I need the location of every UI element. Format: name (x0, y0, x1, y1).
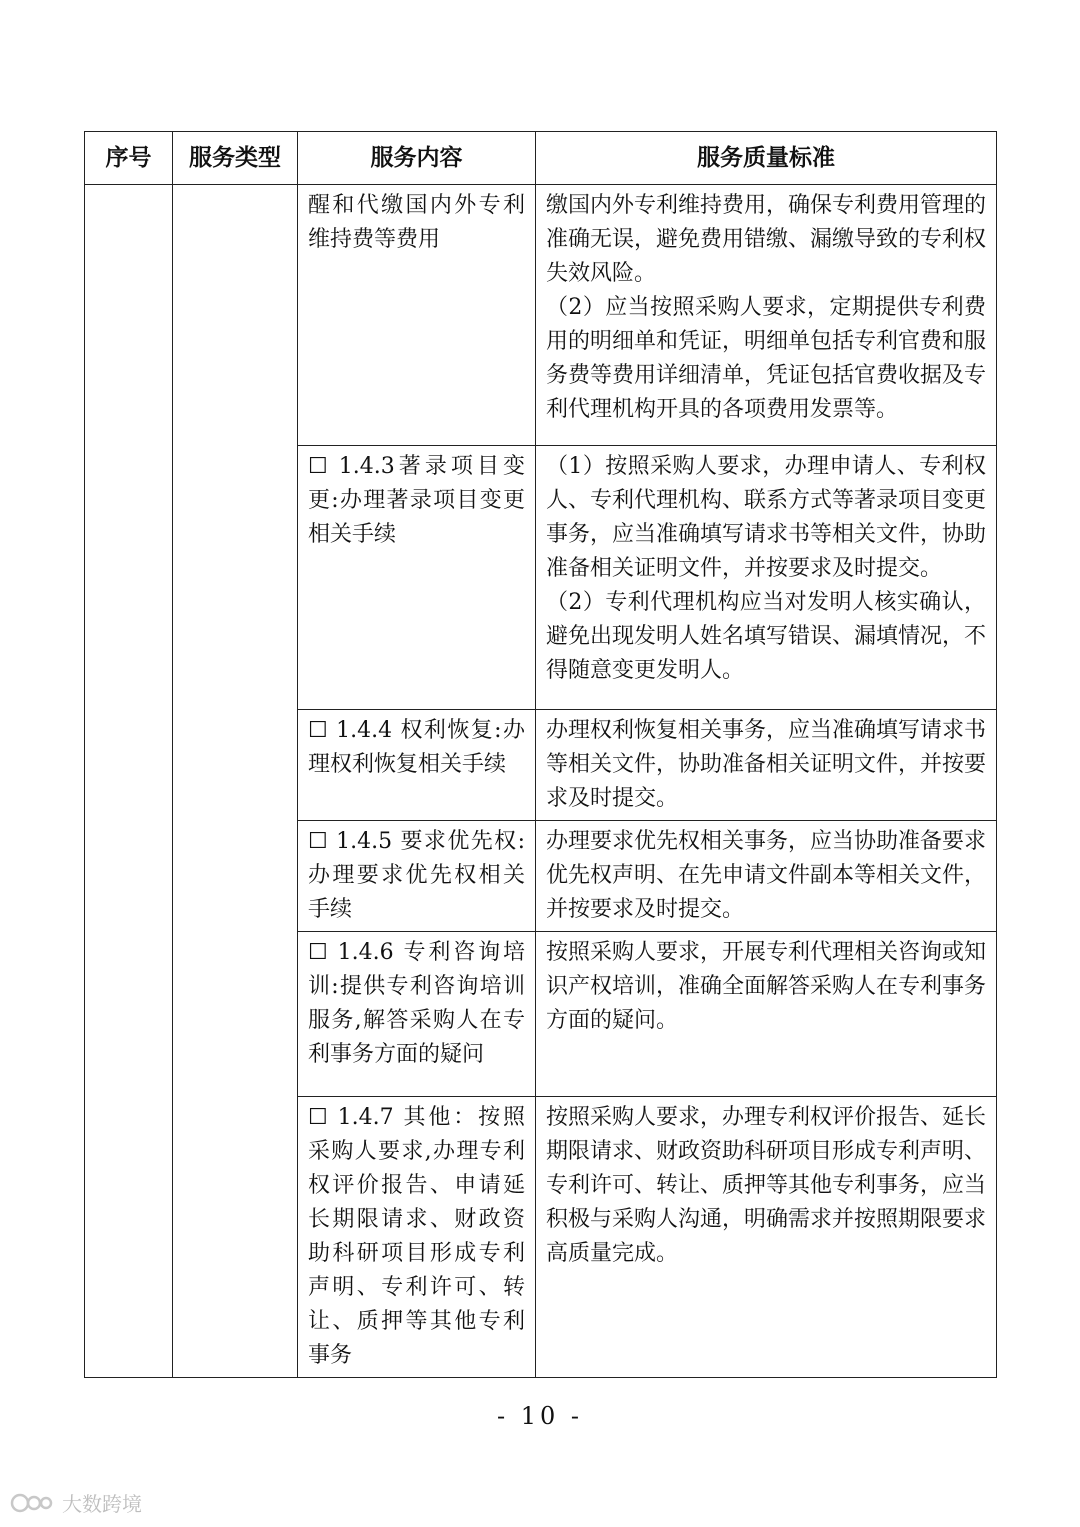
table-row (85, 185, 997, 446)
header-service-content: 服务内容 (298, 132, 536, 185)
quality-standard-cell (536, 1097, 997, 1378)
service-content-cell (298, 446, 536, 710)
serial-number-cell (85, 185, 173, 1378)
content-text: ☐ 1.4.3著录项目变更:办理著录项目变更相关手续 (308, 454, 525, 547)
quality-standard-cell (536, 932, 997, 1097)
standard-text: （2）应当按照采购人要求，定期提供专利费用的明细单和凭证，明细单包括专利官费和服务费等费用详细清单，凭证包括官费收据及专利代理机构开具的各项费用发票等。 (546, 295, 987, 422)
quality-standard-cell (536, 821, 997, 932)
service-standards-table (84, 131, 997, 1378)
content-text: ☐ 1.4.5 要求优先权:办理要求优先权相关手续 (308, 829, 525, 922)
quality-standard-cell (536, 446, 997, 710)
watermark (10, 1488, 142, 1517)
header-service-type: 服务类型 (173, 132, 298, 185)
header-quality-standard: 服务质量标准 (536, 132, 997, 185)
standard-text: 按照采购人要求，开展专利代理相关咨询或知识产权培训，准确全面解答采购人在专利事务方面的疑问。 (546, 940, 987, 1033)
standard-text: 缴国内外专利维持费用，确保专利费用管理的准确无误，避免费用错缴、漏缴导致的专利权失效风险。 (546, 193, 987, 286)
service-content-cell (298, 932, 536, 1097)
standard-text: 办理权利恢复相关事务，应当准确填写请求书等相关文件，协助准备相关证明文件，并按要求及时提交。 (546, 718, 987, 811)
brand-logo-icon (10, 1491, 56, 1515)
table-header-row (85, 132, 997, 185)
standard-text: 办理要求优先权相关事务，应当协助准备要求优先权声明、在先申请文件副本等相关文件，并按要求及时提交。 (546, 829, 987, 922)
service-content-cell (298, 185, 536, 446)
content-text: ☐ 1.4.7 其他：按照采购人要求,办理专利权评价报告、申请延长期限请求、财政资助科研项目形成专利声明、专利许可、转让、质押等其他专利事务 (308, 1105, 525, 1368)
watermark-text: 大数跨境 (62, 1492, 142, 1516)
page-number: - 10 - (496, 1402, 583, 1430)
quality-standard-cell (536, 185, 997, 446)
service-content-cell (298, 821, 536, 932)
quality-standard-cell (536, 710, 997, 821)
header-serial-number: 序号 (85, 132, 173, 185)
content-text: 醒和代缴国内外专利维持费等费用 (308, 193, 525, 252)
standard-text: 按照采购人要求，办理专利权评价报告、延长期限请求、财政资助科研项目形成专利声明、专利许可、转让、质押等其他专利事务，应当积极与采购人沟通，明确需求并按照期限要求高质量完成。 (546, 1105, 987, 1266)
standard-text: （1）按照采购人要求，办理申请人、专利权人、专利代理机构、联系方式等著录项目变更事务，应当准确填写请求书等相关文件，协助准备相关证明文件，并按要求及时提交。 (546, 454, 987, 581)
service-type-cell (173, 185, 298, 1378)
service-content-cell (298, 1097, 536, 1378)
content-text: ☐ 1.4.4 权利恢复:办理权利恢复相关手续 (308, 718, 525, 777)
content-text: ☐ 1.4.6 专利咨询培训:提供专利咨询培训服务,解答采购人在专利事务方面的疑问 (308, 940, 525, 1067)
service-content-cell (298, 710, 536, 821)
standard-text: （2）专利代理机构应当对发明人核实确认，避免出现发明人姓名填写错误、漏填情况，不得随意变更发明人。 (546, 590, 987, 683)
